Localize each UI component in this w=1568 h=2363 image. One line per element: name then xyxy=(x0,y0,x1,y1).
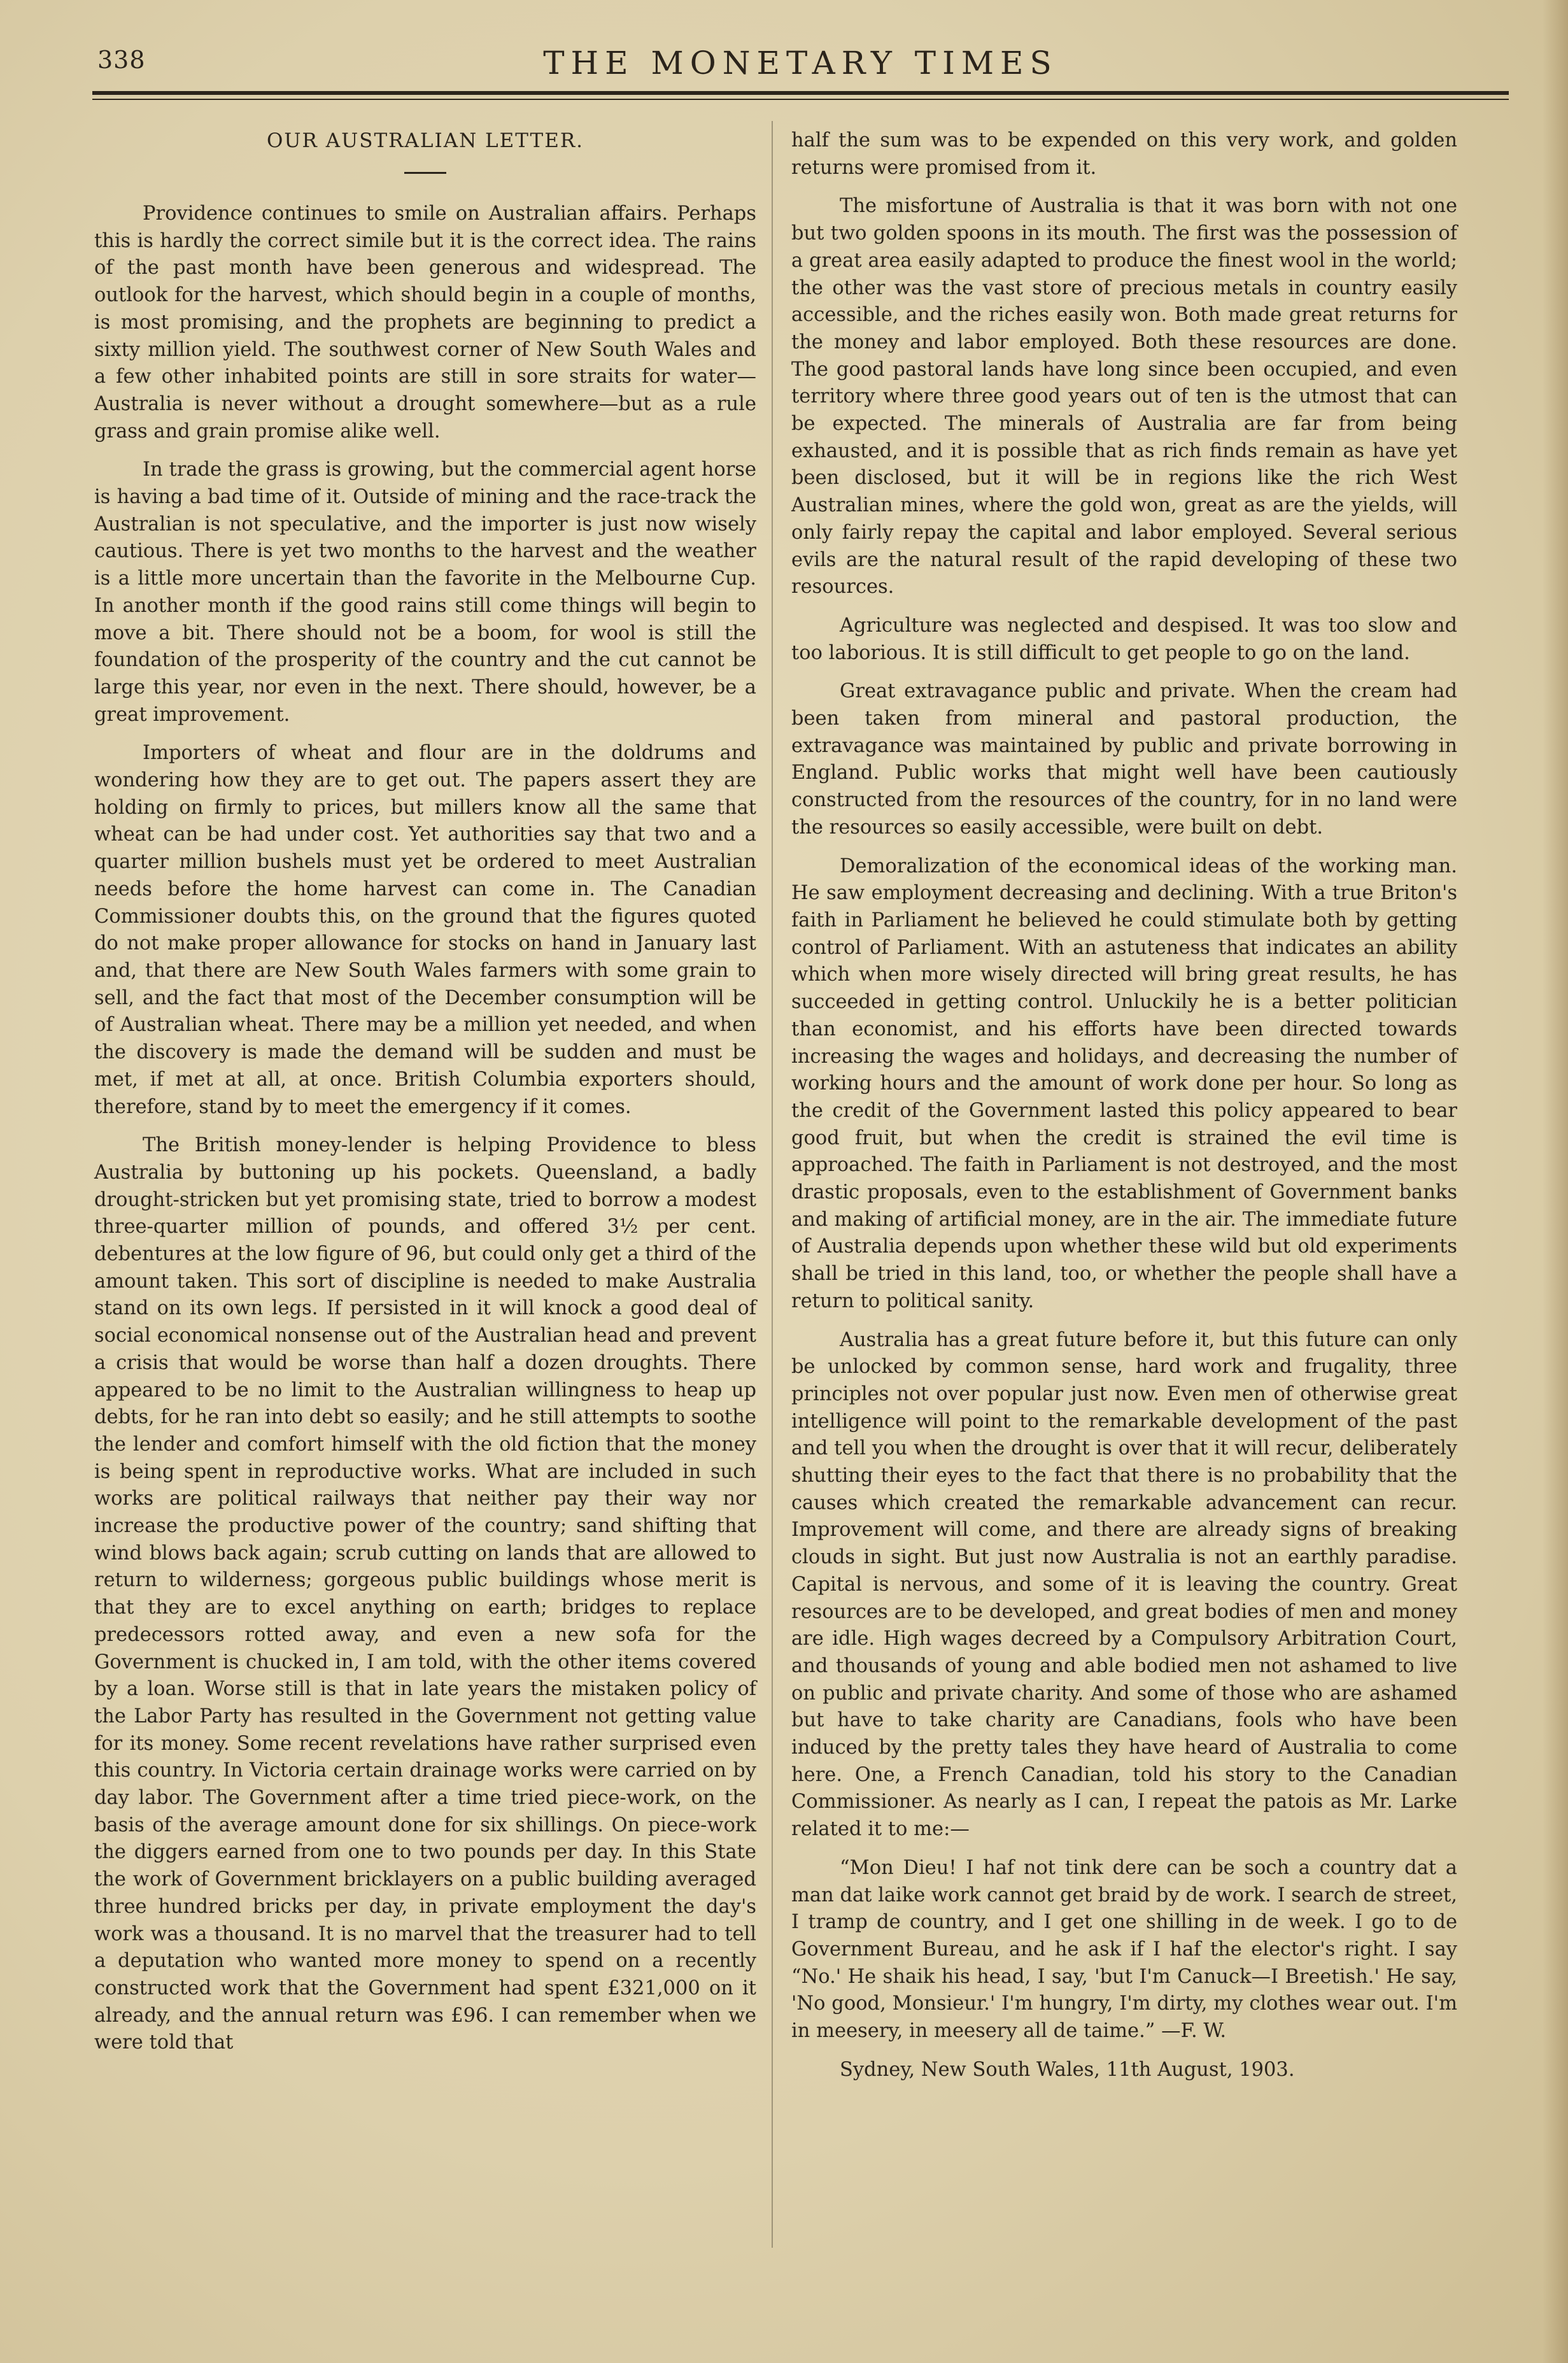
paragraph: Agriculture was neglected and despised. It was too slow and too laborious. It is still difficult to get people to go on the land. xyxy=(791,614,1457,664)
title-divider xyxy=(404,172,446,174)
right-column xyxy=(791,127,1457,2096)
page-header xyxy=(92,45,1509,89)
paragraph: Australia has a great future before it, but this future can only be unlocked by common sense, hard work and frugality, three principles not over popular just now. Even men of otherwise great intelligence will point to the remarkable development of the past and tell you when the drought is over that it will recur, deliberately shutting their eyes to the fact that there is no probability that the causes which created the remarkable advancement can recur. Improvement will come, and there are already signs of breaking clouds in sight. But just now Australia is not an earthly paradise. Capital is nervous, and some of it is leaving the country. Great resources are to be developed, and great bodies of men and money are idle. High wages decreed by a Compulsory Arbitration Court, and thousands of young and able bodied men not ashamed to live on public and private charity. And some of those who are ashamed but have to take charity are Canadians, fools who have been induced by the pretty tales they have heard of Australia to come here. One, a French Canadian, told his story to the Canadian Commissioner. As nearly as I can, I repeat the patois as Mr. Larke related it to me:— xyxy=(791,1328,1457,1841)
header-rule-thick xyxy=(92,91,1509,95)
header-rule-thin xyxy=(92,99,1509,100)
masthead-title: THE MONETARY TIMES xyxy=(543,45,1058,82)
paragraph-continued: half the sum was to be expended on this very work, and golden returns were promised from it. xyxy=(791,129,1457,179)
quoted-letter: “Mon Dieu! I haf not tink dere can be soch a country dat a man dat laike work cannot get braid by de work. I search de street, I tramp de country, and I get one shilling in de week. I go to de Government Bureau, and he ask if I haf the elector's right. I say “No.' He shaik his head, I say, 'but I'm Canuck—I Breetish.' He say, 'No good, Monsieur.' I'm hungry, I'm dirty, my clothes wear out. I'm in meesery, in meesery all de taime.” —F. W. xyxy=(791,1856,1457,2043)
page-edge-shadow xyxy=(1543,0,1568,2363)
paragraph: The misfortune of Australia is that it was born with not one but two golden spoons in its mouth. The first was the possession of a great area easily adapted to produce the finest wool in the world; the other was the vast store of precious metals in country easily accessible, and the riches easily won. Both made great returns for the money and labor employed. Both these resources are done. The good pastoral lands have long since been occupied, and even territory where three good years out of ten is the utmost that can be expected. The minerals of Australia are far from being exhausted, and it is possible that as rich finds remain as have yet been disclosed, but it will be in regions like the rich West Australian mines, where the gold won, great as are the yields, will only fairly repay the capital and labor employed. Several serious evils are the natural result of the rapid developing of these two resources. xyxy=(791,195,1457,599)
paragraph: In trade the grass is growing, but the commercial agent horse is having a bad time of it. Outside of mining and the race-track the Australian is not speculative, and the importer is just now wisely cautious. There is yet two months to the harvest and the weather is a little more uncertain than the favorite in the Melbourne Cup. In another month if the good rains still come things will begin to move a bit. There should not be a boom, for wool is still the foundation of the prosperity of the country and the cut cannot be large this year, nor even in the next. There should, however, be a great improvement. xyxy=(94,458,756,726)
paragraph: Demoralization of the economical ideas of the working man. He saw employment decreasing and declining. With a true Briton's faith in Parliament he believed he could stimulate both by getting control of Parliament. With an astuteness that indicates an ability which when more wisely directed will bring great results, he has succeeded in getting control. Unluckily he is a better politician than economist, and his efforts have been directed towards increasing the wages and holidays, and decreasing the number of working hours and the amount of work done per hour. So long as the credit of the Government lasted this policy appeared to bear good fruit, but when the credit is strained the evil time is approached. The faith in Parliament is not destroyed, and the most drastic proposals, even to the establishment of Government banks and making of artificial money, are in the air. The immediate future of Australia depends upon whether these wild but old experiments shall be tried in this land, too, or whether the people shall have a return to political sanity. xyxy=(791,855,1457,1312)
paragraph: The British money-lender is helping Providence to bless Australia by buttoning up his pockets. Queensland, a badly drought-stricken but yet promising state, tried to borrow a modest three-quarter million of pounds, and offered 3½ per cent. debentures at the low figure of 96, but could only get a third of the amount taken. This sort of discipline is needed to make Australia stand on its own legs. If persisted in it will knock a good deal of social economical nonsense out of the Australian head and prevent a crisis that would be worse than half a dozen droughts. There appeared to be no limit to the Australian willingness to heap up debts, for he ran into debt so easily; and he still attempts to soothe the lender and comfort himself with the old fiction that the money is being spent in reproductive works. What are included in such works are political railways that neither pay their way nor increase the productive power of the country; sand shifting that wind blows back again; scrub cutting on lands that are allowed to return to wilderness; gorgeous public buildings whose merit is that they are to excel anything on earth; bridges to replace predecessors rotted away, and even a new sofa for the Government is chucked in, I am told, with the other items covered by a loan. Worse still is that in late years the mistaken policy of the Labor Party has resulted in the Government not getting value for its money. Some recent revelations have rather surprised even this country. In Victoria certain drainage works were carried on by day labor. The Government after a time tried piece-work, on the basis of the average amount done for six shillings. On piece-work the diggers earned from one to two pounds per day. In this State the work of Government bricklayers on a public building averaged three hundred bricks per day, in private employment the day's work was a thousand. It is no marvel that the treasurer had to tell a deputation who wanted more money to spend on a recently constructed work that the Government had spent £321,000 on it already, and the annual return was £96. I can remember when we were told that xyxy=(94,1134,756,2054)
paragraph: Importers of wheat and flour are in the doldrums and wondering how they are to get out. The papers assert they are holding on firmly to prices, but millers know all the same that wheat can be had under cost. Yet authorities say that two and a quarter million bushels must yet be ordered to meet Australian needs before the home harvest can come in. The Canadian Commissioner doubts this, on the ground that the figures quoted do not make proper allowance for stocks on hand in January last and, that there are New South Wales farmers with some grain to sell, and the fact that most of the December consumption will be of Australian wheat. There may be a million yet needed, and when the discovery is made the demand will be sudden and must be met, if met at all, at once. British Columbia exporters should, therefore, stand by to meet the emergency if it comes. xyxy=(94,742,756,1118)
paragraph: Great extravagance public and private. When the cream had been taken from mineral and pastoral production, the extravagance was maintained by public and private borrowing in England. Public works that might well have been cautiously constructed from the resources of the country, for in no land were the resources so easily accessible, were built on debt. xyxy=(791,680,1457,839)
article-title: OUR AUSTRALIAN LETTER. xyxy=(266,129,584,152)
page-number: 338 xyxy=(97,46,146,74)
column-divider xyxy=(772,121,773,2248)
left-column xyxy=(94,127,756,2068)
paragraph: Providence continues to smile on Australian affairs. Perhaps this is hardly the correct simile but it is the correct idea. The rains of the past month have been generous and widespread. The outlook for the harvest, which should begin in a couple of months, is most promising, and the prophets are beginning to predict a sixty million yield. The southwest corner of New South Wales and a few other inhabited points are still in sore straits for water—Australia is never without a drought somewhere—but as a rule grass and grain promise alike well. xyxy=(94,202,756,443)
dateline: Sydney, New South Wales, 11th August, 1903. xyxy=(840,2058,1295,2081)
